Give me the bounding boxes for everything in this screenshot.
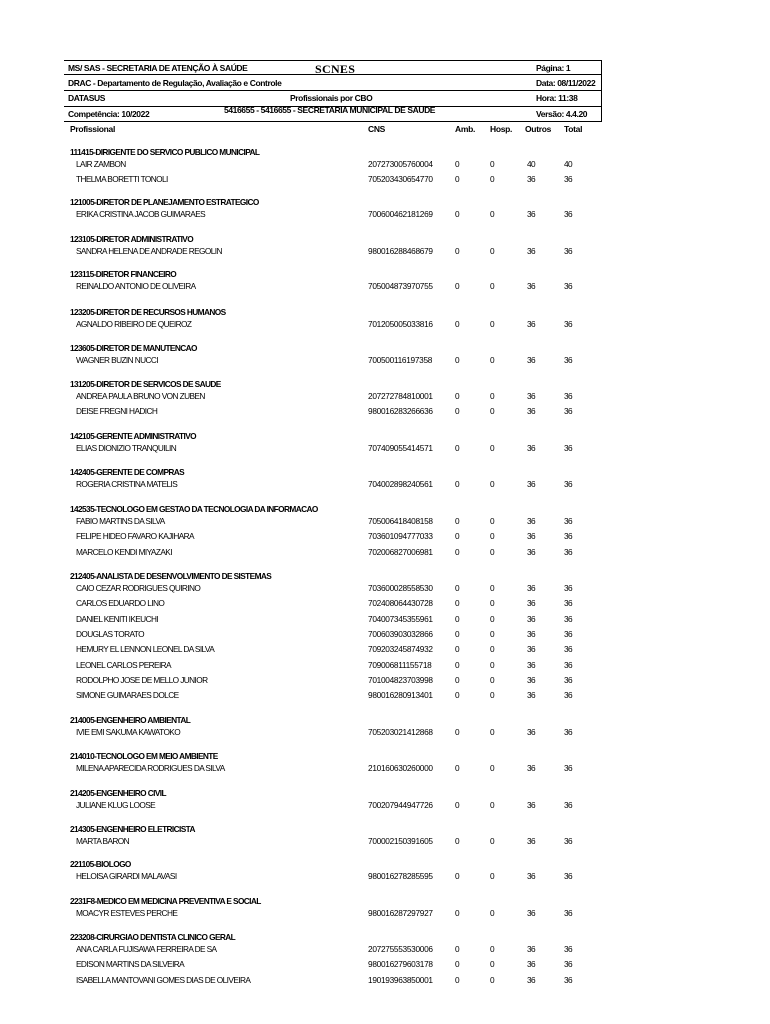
- total-hours: 36: [564, 598, 573, 609]
- page-number: Página: 1: [536, 63, 571, 73]
- amb-hours: 0: [455, 763, 460, 773]
- hosp-hours: 0: [490, 546, 495, 557]
- total-hours: 36: [564, 443, 573, 453]
- table-row: [0, 174, 770, 186]
- total-hours: 36: [564, 613, 573, 624]
- outros-hours: 36: [527, 690, 536, 701]
- hosp-hours: 0: [490, 800, 495, 810]
- total-hours: 36: [564, 546, 573, 557]
- total-hours: 36: [564, 674, 573, 685]
- cns-number: 980016280913401: [368, 690, 433, 701]
- cns-number: 709203245874932: [368, 644, 433, 655]
- table-row: [0, 871, 770, 883]
- outros-hours: 36: [527, 800, 536, 810]
- professional-name: FELIPE HIDEO FAVARO KAJIHARA: [76, 531, 194, 542]
- amb-hours: 0: [455, 959, 460, 970]
- hosp-hours: 0: [490, 516, 495, 526]
- amb-hours: 0: [455, 727, 460, 737]
- cns-number: 207273005760004: [368, 159, 433, 169]
- amb-hours: 0: [455, 836, 460, 846]
- report-time: Hora: 11:38: [536, 93, 578, 103]
- amb-hours: 0: [455, 281, 460, 291]
- outros-hours: 36: [527, 727, 536, 737]
- total-hours: 36: [564, 959, 573, 970]
- amb-hours: 0: [455, 516, 460, 526]
- table-row: [0, 583, 770, 595]
- cns-number: 980016288468679: [368, 246, 433, 256]
- professional-name: DOUGLAS TORATO: [76, 628, 144, 639]
- cns-number: 980016278285595: [368, 871, 433, 881]
- cns-number: 980016287297927: [368, 908, 433, 918]
- hosp-hours: 0: [490, 628, 495, 639]
- table-row: [0, 675, 770, 687]
- total-hours: 36: [564, 174, 573, 185]
- amb-hours: 0: [455, 659, 460, 670]
- version-line: Versão: 4.4.20: [536, 109, 588, 119]
- col-amb: Amb.: [455, 124, 476, 134]
- amb-hours: 0: [455, 871, 460, 881]
- outros-hours: 36: [527, 406, 536, 417]
- amb-hours: 0: [455, 355, 460, 365]
- col-cns: CNS: [368, 124, 386, 134]
- group-title: 111415-DIRIGENTE DO SERVICO PUBLICO MUNICIPAL: [70, 147, 260, 157]
- total-hours: 36: [564, 281, 573, 291]
- amb-hours: 0: [455, 944, 460, 954]
- report-header: [64, 60, 602, 122]
- hosp-hours: 0: [490, 674, 495, 685]
- outros-hours: 36: [527, 583, 536, 593]
- hosp-hours: 0: [490, 908, 495, 918]
- cns-number: 705006418408158: [368, 516, 433, 526]
- cns-number: 980016283266636: [368, 406, 433, 417]
- hosp-hours: 0: [490, 583, 495, 593]
- total-hours: 36: [564, 319, 573, 329]
- outros-hours: 36: [527, 974, 536, 985]
- hosp-hours: 0: [490, 644, 495, 655]
- outros-hours: 36: [527, 246, 536, 256]
- cns-number: 700207944947726: [368, 800, 433, 810]
- cns-number: 190193963850001: [368, 974, 433, 985]
- total-hours: 36: [564, 479, 573, 489]
- hosp-hours: 0: [490, 690, 495, 701]
- report-title: Profissionais por CBO: [290, 93, 373, 103]
- group-title: 142535-TECNOLOGO EM GESTAO DA TECNOLOGIA DA INFORMACAO: [70, 504, 318, 514]
- total-hours: 36: [564, 727, 573, 737]
- professional-name: ELIAS DIONIZIO TRANQUILIN: [76, 443, 177, 453]
- col-professional: Profissional: [70, 124, 116, 134]
- table-row: [0, 406, 770, 418]
- total-hours: 36: [564, 355, 573, 365]
- hosp-hours: 0: [490, 944, 495, 954]
- cns-number: 701004823703998: [368, 674, 433, 685]
- professional-name: DEISE FREGNI HADICH: [76, 406, 158, 417]
- outros-hours: 36: [527, 763, 536, 773]
- total-hours: 36: [564, 659, 573, 670]
- amb-hours: 0: [455, 246, 460, 256]
- professional-name: MARCELO KENDI MIYAZAKI: [76, 546, 172, 557]
- total-hours: 36: [564, 800, 573, 810]
- col-outros: Outros: [525, 124, 552, 134]
- professional-name: ANA CARLA FUJISAWA FERREIRA DE SA: [76, 944, 217, 954]
- table-row: [0, 727, 770, 739]
- professional-name: HELOISA GIRARDI MALAVASI: [76, 871, 177, 881]
- table-row: [0, 479, 770, 491]
- group-title: 142105-GERENTE ADMINISTRATIVO: [70, 431, 196, 441]
- group-title: 121005-DIRETOR DE PLANEJAMENTO ESTRATEGICO: [70, 197, 259, 207]
- cns-number: 701205005033816: [368, 319, 433, 329]
- amb-hours: 0: [455, 391, 460, 401]
- professional-name: WAGNER BUZIN NUCCI: [76, 355, 159, 365]
- table-row: [0, 516, 770, 528]
- total-hours: 40: [564, 159, 573, 169]
- amb-hours: 0: [455, 613, 460, 624]
- hosp-hours: 0: [490, 479, 495, 489]
- professional-name: THELMA BORETTI TONOLI: [76, 174, 168, 185]
- outros-hours: 36: [527, 516, 536, 526]
- system-title: SCNES: [315, 62, 356, 76]
- professional-name: IVIE EMI SAKUMA KAWATOKO: [76, 727, 181, 737]
- group-title: 214205-ENGENHEIRO CIVIL: [70, 788, 166, 798]
- table-row: [0, 319, 770, 331]
- hosp-hours: 0: [490, 974, 495, 985]
- professional-name: ISABELLA MANTOVANI GOMES DIAS DE OLIVEIRA: [76, 974, 251, 985]
- professional-name: MILENA APARECIDA RODRIGUES DA SILVA: [76, 763, 225, 773]
- datasus-line: DATASUS: [68, 93, 106, 103]
- amb-hours: 0: [455, 598, 460, 609]
- outros-hours: 36: [527, 628, 536, 639]
- cns-number: 207275553530006: [368, 944, 433, 954]
- hosp-hours: 0: [490, 159, 495, 169]
- table-row: [0, 209, 770, 221]
- cns-number: 700603903032866: [368, 628, 433, 639]
- total-hours: 36: [564, 836, 573, 846]
- amb-hours: 0: [455, 546, 460, 557]
- amb-hours: 0: [455, 690, 460, 701]
- hosp-hours: 0: [490, 613, 495, 624]
- amb-hours: 0: [455, 406, 460, 417]
- professional-name: AGNALDO RIBEIRO DE QUEIROZ: [76, 319, 192, 329]
- table-row: [0, 944, 770, 956]
- amb-hours: 0: [455, 974, 460, 985]
- amb-hours: 0: [455, 674, 460, 685]
- total-hours: 36: [564, 871, 573, 881]
- outros-hours: 36: [527, 836, 536, 846]
- amb-hours: 0: [455, 319, 460, 329]
- table-row: [0, 281, 770, 293]
- professional-name: ROGERIA CRISTINA MATELIS: [76, 479, 178, 489]
- outros-hours: 36: [527, 479, 536, 489]
- amb-hours: 0: [455, 908, 460, 918]
- competence-line: Competência: 10/2022: [68, 109, 150, 119]
- header-top-rule: [64, 60, 602, 61]
- ministry-line: MS/ SAS - SECRETARIA DE ATENÇÃO À SAÚDE: [68, 63, 248, 73]
- cns-number: 703601094777033: [368, 531, 433, 542]
- professional-name: LEONEL CARLOS PEREIRA: [76, 659, 171, 670]
- professional-name: JULIANE KLUG LOOSE: [76, 800, 156, 810]
- amb-hours: 0: [455, 479, 460, 489]
- table-row: [0, 836, 770, 848]
- professional-name: ERIKA CRISTINA JACOB GUIMARAES: [76, 209, 206, 219]
- professional-name: EDISON MARTINS DA SILVEIRA: [76, 959, 185, 970]
- outros-hours: 36: [527, 613, 536, 624]
- table-row: [0, 690, 770, 702]
- outros-hours: 36: [527, 674, 536, 685]
- hosp-hours: 0: [490, 391, 495, 401]
- col-hosp: Hosp.: [490, 124, 513, 134]
- cns-number: 980016279603178: [368, 959, 433, 970]
- professional-name: MOACYR ESTEVES PERCHE: [76, 908, 178, 918]
- group-title: 221105-BIOLOGO: [70, 859, 131, 869]
- outros-hours: 36: [527, 355, 536, 365]
- header-right-border: [601, 60, 602, 122]
- amb-hours: 0: [455, 800, 460, 810]
- cns-number: 705203430654770: [368, 174, 433, 185]
- outros-hours: 36: [527, 209, 536, 219]
- total-hours: 36: [564, 628, 573, 639]
- table-row: [0, 391, 770, 403]
- hosp-hours: 0: [490, 174, 495, 185]
- outros-hours: 36: [527, 908, 536, 918]
- total-hours: 36: [564, 763, 573, 773]
- table-row: [0, 908, 770, 920]
- hosp-hours: 0: [490, 598, 495, 609]
- professional-name: DANIEL KENITI IKEUCHI: [76, 613, 159, 624]
- cns-number: 702408064430728: [368, 598, 433, 609]
- amb-hours: 0: [455, 644, 460, 655]
- table-row: [0, 547, 770, 559]
- hosp-hours: 0: [490, 659, 495, 670]
- outros-hours: 36: [527, 391, 536, 401]
- table-row: [0, 246, 770, 258]
- outros-hours: 36: [527, 443, 536, 453]
- department-line: DRAC - Departamento de Regulação, Avaliação e Controle: [68, 78, 282, 88]
- table-row: [0, 763, 770, 775]
- hosp-hours: 0: [490, 763, 495, 773]
- group-title: 212405-ANALISTA DE DESENVOLVIMENTO DE SISTEMAS: [70, 571, 272, 581]
- group-title: 123205-DIRETOR DE RECURSOS HUMANOS: [70, 307, 226, 317]
- group-title: 2231F8-MEDICO EM MEDICINA PREVENTIVA E SOCIAL: [70, 896, 261, 906]
- hosp-hours: 0: [490, 209, 495, 219]
- header-bottom-rule: [64, 121, 602, 122]
- group-title: 123115-DIRETOR FINANCEIRO: [70, 269, 177, 279]
- total-hours: 36: [564, 583, 573, 593]
- professional-name: LAIR ZAMBON: [76, 159, 126, 169]
- total-hours: 36: [564, 531, 573, 542]
- cns-number: 704002898240561: [368, 479, 433, 489]
- group-title: 214305-ENGENHEIRO ELETRICISTA: [70, 824, 195, 834]
- table-row: [0, 660, 770, 672]
- hosp-hours: 0: [490, 355, 495, 365]
- table-row: [0, 975, 770, 987]
- amb-hours: 0: [455, 628, 460, 639]
- outros-hours: 36: [527, 531, 536, 542]
- outros-hours: 36: [527, 546, 536, 557]
- hosp-hours: 0: [490, 836, 495, 846]
- table-row: [0, 598, 770, 610]
- amb-hours: 0: [455, 583, 460, 593]
- total-hours: 36: [564, 391, 573, 401]
- total-hours: 36: [564, 944, 573, 954]
- cns-number: 709006811155718: [368, 659, 432, 670]
- outros-hours: 36: [527, 944, 536, 954]
- table-row: [0, 355, 770, 367]
- total-hours: 36: [564, 644, 573, 655]
- group-title: 123605-DIRETOR DE MANUTENCAO: [70, 343, 197, 353]
- outros-hours: 40: [527, 159, 536, 169]
- col-total: Total: [564, 124, 583, 134]
- amb-hours: 0: [455, 209, 460, 219]
- cns-number: 704007345355961: [368, 613, 433, 624]
- group-title: 142405-GERENTE DE COMPRAS: [70, 467, 185, 477]
- total-hours: 36: [564, 406, 573, 417]
- cns-number: 702006827006981: [368, 546, 433, 557]
- total-hours: 36: [564, 908, 573, 918]
- outros-hours: 36: [527, 319, 536, 329]
- professional-name: CAIO CEZAR RODRIGUES QUIRINO: [76, 583, 201, 593]
- cns-number: 210160630260000: [368, 763, 433, 773]
- group-title: 223208-CIRURGIAO DENTISTA CLINICO GERAL: [70, 932, 236, 942]
- group-title: 214010-TECNOLOGO EM MEIO AMBIENTE: [70, 751, 218, 761]
- professional-name: HEMURY EL LENNON LEONEL DA SILVA: [76, 644, 215, 655]
- cns-number: 707409055414571: [368, 443, 433, 453]
- cns-number: 705203021412868: [368, 727, 433, 737]
- professional-name: ANDREA PAULA BRUNO VON ZUBEN: [76, 391, 205, 401]
- total-hours: 36: [564, 209, 573, 219]
- table-row: [0, 614, 770, 626]
- outros-hours: 36: [527, 644, 536, 655]
- outros-hours: 36: [527, 959, 536, 970]
- total-hours: 36: [564, 690, 573, 701]
- amb-hours: 0: [455, 443, 460, 453]
- table-row: [0, 159, 770, 171]
- hosp-hours: 0: [490, 443, 495, 453]
- professional-name: MARTA BARON: [76, 836, 130, 846]
- total-hours: 36: [564, 974, 573, 985]
- hosp-hours: 0: [490, 531, 495, 542]
- amb-hours: 0: [455, 159, 460, 169]
- hosp-hours: 0: [490, 246, 495, 256]
- total-hours: 36: [564, 516, 573, 526]
- amb-hours: 0: [455, 531, 460, 542]
- cns-number: 700600462181269: [368, 209, 433, 219]
- cns-number: 705004873970755: [368, 281, 433, 291]
- cns-number: 700500116197358: [368, 355, 433, 365]
- hosp-hours: 0: [490, 959, 495, 970]
- table-row: [0, 629, 770, 641]
- cns-number: 703600028558530: [368, 583, 433, 593]
- group-title: 123105-DIRETOR ADMINISTRATIVO: [70, 234, 194, 244]
- header-rule-2: [64, 90, 602, 91]
- outros-hours: 36: [527, 659, 536, 670]
- cns-number: 207272784810001: [368, 391, 433, 401]
- amb-hours: 0: [455, 174, 460, 185]
- professional-name: CARLOS EDUARDO LINO: [76, 598, 165, 609]
- outros-hours: 36: [527, 598, 536, 609]
- group-title: 131205-DIRETOR DE SERVICOS DE SAUDE: [70, 379, 221, 389]
- outros-hours: 36: [527, 871, 536, 881]
- professional-name: RODOLPHO JOSE DE MELLO JUNIOR: [76, 674, 208, 685]
- municipality-line: 5416655 - 5416655 - SECRETARIA MUNICIPAL DE SAUDE: [224, 105, 436, 115]
- hosp-hours: 0: [490, 406, 495, 417]
- hosp-hours: 0: [490, 727, 495, 737]
- report-date: Data: 08/11/2022: [536, 78, 596, 88]
- total-hours: 36: [564, 246, 573, 256]
- outros-hours: 36: [527, 174, 536, 185]
- table-row: [0, 531, 770, 543]
- table-row: [0, 959, 770, 971]
- hosp-hours: 0: [490, 319, 495, 329]
- cns-number: 700002150391605: [368, 836, 433, 846]
- professional-name: SIMONE GUIMARAES DOLCE: [76, 690, 179, 701]
- outros-hours: 36: [527, 281, 536, 291]
- table-row: [0, 800, 770, 812]
- hosp-hours: 0: [490, 871, 495, 881]
- table-row: [0, 443, 770, 455]
- hosp-hours: 0: [490, 281, 495, 291]
- professional-name: REINALDO ANTONIO DE OLIVEIRA: [76, 281, 196, 291]
- professional-name: FABIO MARTINS DA SILVA: [76, 516, 165, 526]
- table-row: [0, 644, 770, 656]
- group-title: 214005-ENGENHEIRO AMBIENTAL: [70, 715, 191, 725]
- professional-name: SANDRA HELENA DE ANDRADE REGOLIN: [76, 246, 222, 256]
